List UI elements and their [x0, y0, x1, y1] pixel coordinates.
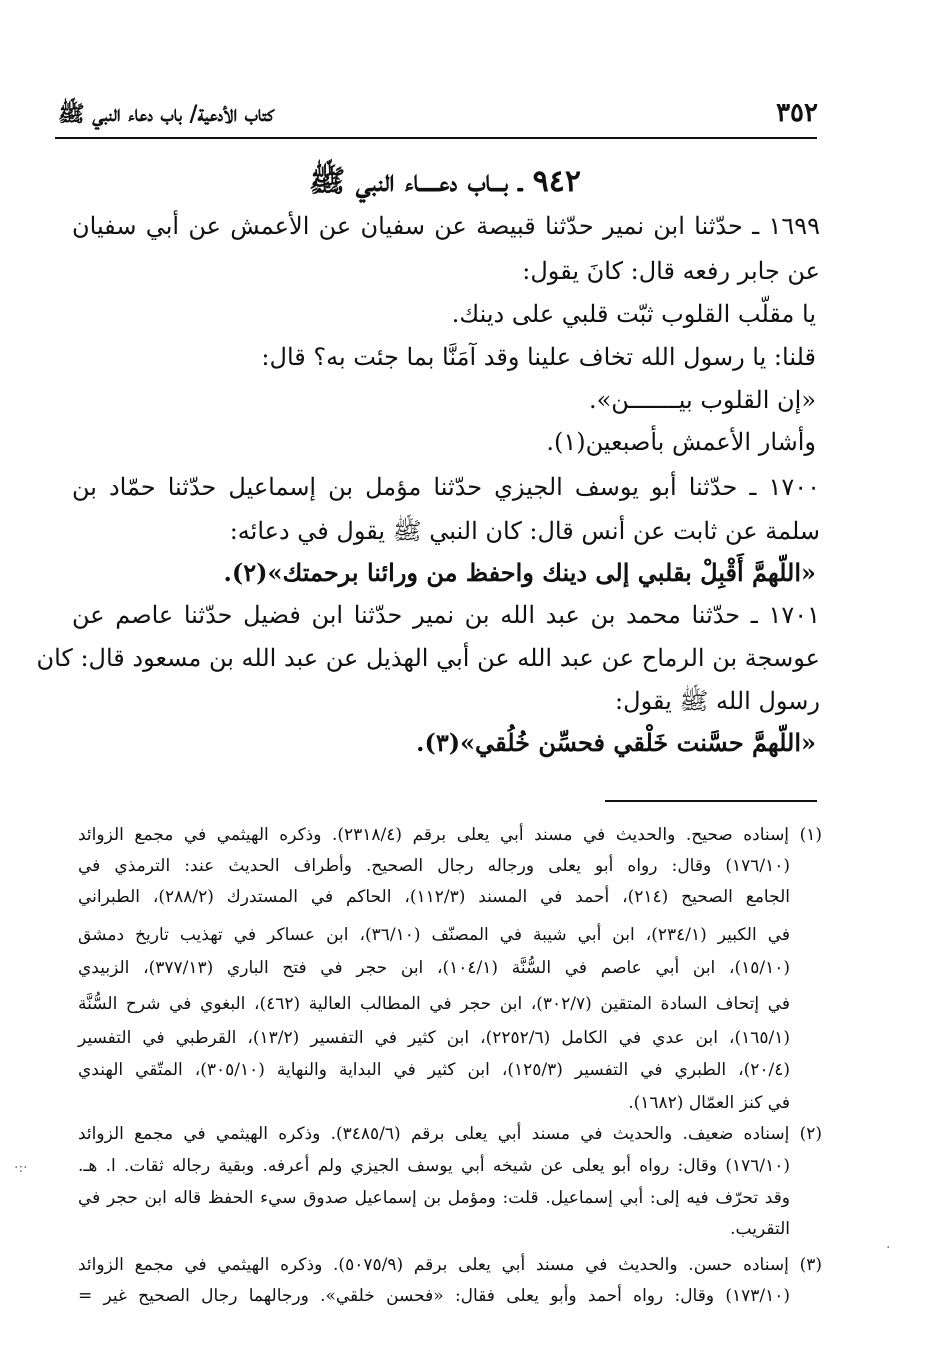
running-title: كتاب الأدعية/ باب دعاء النبي ﷺ	[58, 101, 274, 127]
body-line: سلمة عن ثابت عن أنس قال: كان النبي ﷺ يقول في دعائه:	[229, 517, 820, 545]
footnote-line: (٢) إسناده ضعيف. والحديث في مسند أبي يعلى برقم (٣٤٨٥/٦). وذكره الهيثمي في مجمع الزوائد	[78, 1124, 822, 1144]
chapter-title: ٩٤٢ ـ بـــاب دعـــــاء النبي ﷺ	[309, 164, 581, 199]
footnote-line: (١٧٣/١٠) وقال: رواه أحمد وأبو يعلى فقال: «فحسن خلقي». ورجالهما رجال الصحيح غير =	[78, 1286, 791, 1306]
body-line: يا مقلّب القلوب ثبّت قلبي على دينك.	[451, 300, 816, 328]
footnote-line: (١٧٦/١٠) وقال: رواه أبو يعلى عن شيخه أبي يوسف الجيزي ولم أعرفه. وبقية رجاله ثقات. ا. هـ.	[78, 1156, 790, 1176]
page-number: ٣٥٢	[776, 98, 818, 128]
header-rule	[55, 137, 817, 139]
scan-artifact: ·:·	[14, 1160, 28, 1176]
body-line: ١٧٠١ ـ حدّثنا محمد بن عبد الله بن نمير حدّثنا ابن فضيل حدّثنا عاصم عن	[72, 601, 820, 629]
footnote-line: (١٥/١٠)، ابن أبي عاصم في السُّنَّة (١٠٤/١)، ابن حجر في فتح الباري (٣٧٧/١٣)، الزبيدي	[78, 958, 791, 978]
footnote-line: الجامع الصحيح (٢١٤)، أحمد في المسند (١١٢/٣)، الحاكم في المستدرك (٢٨٨/٢)، الطبراني	[78, 887, 790, 907]
body-line: عوسجة بن الرماح عن عبد الله عن أبي الهذيل عن عبد الله بن مسعود قال: كان	[36, 644, 820, 672]
footnote-rule	[605, 800, 817, 802]
body-line: ١٦٩٩ ـ حدّثنا ابن نمير حدّثنا قبيصة عن سفيان عن الأعمش عن أبي سفيان	[72, 212, 820, 240]
body-line: ١٧٠٠ ـ حدّثنا أبو يوسف الجيزي حدّثنا مؤمل بن إسماعيل حدّثنا حمّاد بن	[72, 473, 820, 501]
footnote-line: في كنز العمّال (١٦٨٢).	[628, 1093, 790, 1113]
footnote-line: وقد تحرّف فيه إلى: أبي إسماعيل. قلت: ومؤمل بن إسماعيل صدوق سيء الحفظ قاله ابن حجر في	[78, 1188, 790, 1208]
footnote-line: (٢٠/٤)، الطبري في التفسير (١٢٥/٣)، ابن كثير في البداية والنهاية (٣٠٥/١٠)، المتّقي الهندي	[78, 1060, 791, 1080]
footnote-line: (١٧٦/١٠) وقال: رواه أبو يعلى ورجاله رجال الصحيح. وأطراف الحديث عند: الترمذي في	[78, 856, 790, 876]
footnote-line: (١٦٥/١)، ابن عدي في الكامل (٢٢٥٢/٦)، ابن كثير في التفسير (١٣/٢)، القرطبي في التفسير	[78, 1028, 790, 1048]
body-line: «اللّهمَّ حسَّنت خَلْقي فحسِّن خُلُقي»(٣).	[416, 728, 816, 757]
body-line: وأشار الأعمش بأصبعين(١).	[546, 428, 816, 456]
footnote-line: (١) إسناده صحيح. والحديث في مسند أبي يعلى برقم (٢٣١٨/٤). وذكره الهيثمي في مجمع الزوائد	[78, 825, 822, 845]
footnote-line: (٣) إسناده حسن. والحديث في مسند أبي يعلى برقم (٥٠٧٥/٩). وذكره الهيثمي في مجمع الزوائد	[78, 1255, 822, 1275]
footnote-line: في إتحاف السادة المتقين (٣٠٢/٧)، ابن حجر في المطالب العالية (٤٦٢)، البغوي في شرح السُّنَّة	[78, 994, 791, 1014]
footnote-line: التقريب.	[730, 1219, 790, 1239]
scan-artifact: ·	[886, 1240, 891, 1256]
body-line: «إن القلوب بيـــــــن».	[588, 386, 816, 414]
body-line: رسول الله ﷺ يقول:	[615, 687, 820, 715]
footnote-line: في الكبير (٢٣٤/١)، ابن أبي شيبة في المصنّف (٣٦/١٠)، ابن عساكر في تهذيب تاريخ دمشق	[78, 925, 790, 945]
body-line: قلنا: يا رسول الله تخاف علينا وقد آمَنَّا بما جئت به؟ قال:	[261, 343, 816, 371]
body-line: «اللّهمَّ أَقْبِلْ بقلبي إلى دينك واحفظ من ورائنا برحمتك»(٢).	[223, 558, 816, 587]
body-line: عن جابر رفعه قال: كانَ يقول:	[522, 257, 820, 285]
